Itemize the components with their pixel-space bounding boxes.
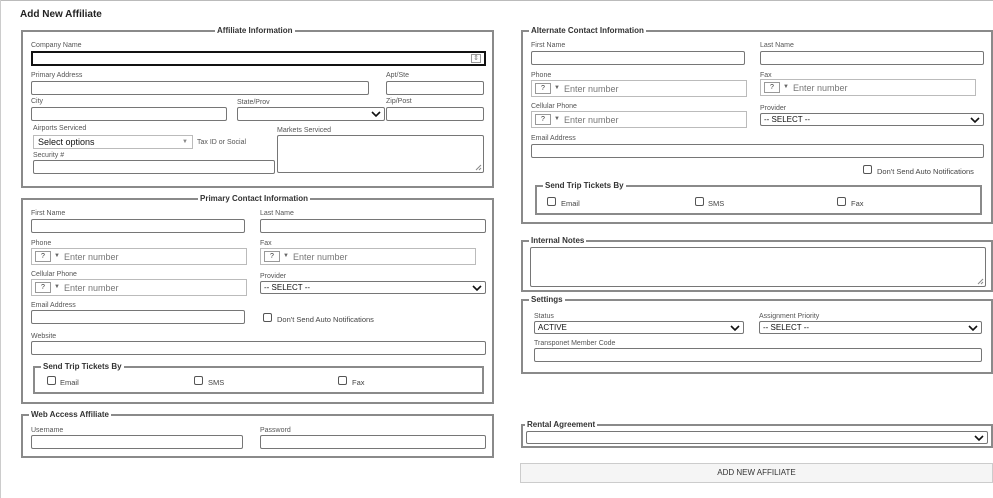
phone-placeholder: Enter number <box>64 252 119 262</box>
alt-provider-value: -- SELECT -- <box>764 115 811 124</box>
website-label: Website <box>31 333 57 340</box>
tax-id-input[interactable] <box>33 160 275 174</box>
username-label: Username <box>31 427 64 434</box>
phone-input[interactable] <box>31 248 247 265</box>
country-flag-icon[interactable]: ? <box>264 251 280 262</box>
caret-down-icon[interactable]: ▼ <box>54 253 60 259</box>
internal-notes-section <box>521 236 993 292</box>
username-input[interactable] <box>31 435 243 449</box>
page-title: Add New Affiliate <box>20 9 102 20</box>
primary-address-label: Primary Address <box>31 72 83 79</box>
alt-trip-email-checkbox[interactable] <box>547 197 556 206</box>
alt-send-trip-tickets-group <box>535 181 982 215</box>
provider-label: Provider <box>260 273 287 280</box>
send-trip-tickets-group <box>33 362 484 394</box>
company-name-label: Company Name <box>31 42 82 49</box>
airports-multiselect[interactable] <box>33 135 193 149</box>
member-code-input[interactable] <box>534 348 982 362</box>
phone-label: Phone <box>31 240 52 247</box>
status-label: Status <box>534 313 554 320</box>
affiliate-info-legend: Affiliate Information <box>217 26 293 35</box>
country-flag-icon[interactable]: ? <box>35 282 51 293</box>
provider-value: -- SELECT -- <box>264 283 311 292</box>
caret-down-icon[interactable]: ▼ <box>554 85 560 91</box>
cell-label: Cellular Phone <box>31 271 77 278</box>
country-flag-icon[interactable]: ? <box>535 83 551 94</box>
zip-input[interactable] <box>386 107 484 121</box>
alt-trip-fax-label: Fax <box>851 199 864 208</box>
alt-provider-label: Provider <box>760 105 787 112</box>
alt-trip-email-label: Email <box>561 199 580 208</box>
trip-email-checkbox[interactable] <box>47 376 56 385</box>
apt-label: Apt/Ste <box>386 72 409 79</box>
state-label: State/Prov <box>237 99 270 106</box>
alt-email-label: Email Address <box>531 135 576 142</box>
alternate-contact-section <box>521 26 993 224</box>
priority-select[interactable] <box>759 321 982 334</box>
internal-notes-textarea[interactable] <box>530 247 986 287</box>
alt-cell-label: Cellular Phone <box>531 103 577 110</box>
web-access-section <box>21 410 494 458</box>
country-flag-icon[interactable]: ? <box>35 251 51 262</box>
last-name-input[interactable] <box>260 219 486 233</box>
alt-fax-input[interactable] <box>760 79 976 96</box>
rental-agreement-legend: Rental Agreement <box>527 420 596 429</box>
tax-id-label-2: Security # <box>33 152 65 159</box>
alt-no-auto-notifications-checkbox[interactable] <box>863 165 872 174</box>
country-flag-icon[interactable]: ? <box>764 82 780 93</box>
country-flag-icon[interactable]: ? <box>535 114 551 125</box>
provider-select[interactable] <box>260 281 486 294</box>
member-code-label: Transponet Member Code <box>534 340 616 347</box>
no-auto-notifications-label: Don't Send Auto Notifications <box>277 315 374 324</box>
settings-section <box>521 295 993 374</box>
airports-label: Airports Serviced <box>33 125 87 132</box>
priority-value: -- SELECT -- <box>763 323 810 332</box>
fax-placeholder: Enter number <box>293 252 348 262</box>
alt-trip-sms-label: SMS <box>708 199 725 208</box>
email-input[interactable] <box>31 310 245 324</box>
state-select[interactable] <box>237 107 385 121</box>
email-label: Email Address <box>31 302 76 309</box>
alt-no-auto-notifications-label: Don't Send Auto Notifications <box>877 167 974 176</box>
primary-contact-section <box>21 194 494 404</box>
rental-agreement-section <box>521 420 993 448</box>
city-label: City <box>31 98 44 105</box>
cell-input[interactable] <box>31 279 247 296</box>
fax-input[interactable] <box>260 248 476 265</box>
caret-down-icon[interactable]: ▼ <box>554 116 560 122</box>
alternate-contact-legend: Alternate Contact Information <box>531 26 644 35</box>
left-divider <box>0 0 1 498</box>
alt-last-name-input[interactable] <box>760 51 984 65</box>
first-name-input[interactable] <box>31 219 245 233</box>
chevron-down-icon <box>730 324 740 332</box>
zip-label: Zip/Post <box>386 98 412 105</box>
chevron-down-icon <box>970 116 980 124</box>
alt-cell-placeholder: Enter number <box>564 115 619 125</box>
trip-sms-label: SMS <box>208 378 225 387</box>
alt-provider-select[interactable] <box>760 113 984 126</box>
first-name-label: First Name <box>31 210 66 217</box>
alt-first-name-input[interactable] <box>531 51 745 65</box>
autofill-icon: ⇕ <box>473 55 479 62</box>
markets-textarea[interactable] <box>277 135 484 173</box>
alt-phone-input[interactable] <box>531 80 747 97</box>
airports-value: Select options <box>38 137 95 147</box>
chevron-down-icon <box>371 110 381 118</box>
caret-down-icon[interactable]: ▼ <box>283 253 289 259</box>
tax-id-label: Tax ID or Social <box>197 139 247 146</box>
resize-grip-icon[interactable] <box>475 164 482 171</box>
priority-label: Assignment Priority <box>759 313 820 320</box>
chevron-down-icon <box>472 284 482 292</box>
primary-contact-legend: Primary Contact Information <box>200 194 309 203</box>
apt-input[interactable] <box>386 81 484 95</box>
alt-trip-fax-checkbox[interactable] <box>837 197 846 206</box>
password-label: Password <box>260 427 291 434</box>
alt-trip-sms-checkbox[interactable] <box>695 197 704 206</box>
affiliate-info-section <box>21 26 494 188</box>
status-value: ACTIVE <box>538 323 567 332</box>
alt-fax-label: Fax <box>760 72 772 79</box>
chevron-down-icon <box>968 324 978 332</box>
status-select[interactable] <box>534 321 744 334</box>
resize-grip-icon[interactable] <box>977 278 984 285</box>
trip-fax-checkbox[interactable] <box>338 376 347 385</box>
caret-down-icon[interactable]: ▼ <box>783 84 789 90</box>
trip-sms-checkbox[interactable] <box>194 376 203 385</box>
city-input[interactable] <box>31 107 227 121</box>
markets-label: Markets Serviced <box>277 127 332 134</box>
primary-address-input[interactable] <box>31 81 369 95</box>
top-divider <box>0 0 993 1</box>
send-trip-legend: Send Trip Tickets By <box>43 362 122 371</box>
trip-fax-label: Fax <box>352 378 365 387</box>
alt-phone-label: Phone <box>531 72 552 79</box>
internal-notes-legend: Internal Notes <box>531 236 585 245</box>
caret-down-icon: ▼ <box>182 139 188 145</box>
add-new-affiliate-button[interactable]: ADD NEW AFFILIATE <box>520 463 993 483</box>
alt-email-input[interactable] <box>531 144 984 158</box>
trip-email-label: Email <box>60 378 79 387</box>
alt-cell-input[interactable] <box>531 111 747 128</box>
alt-last-name-label: Last Name <box>760 42 794 49</box>
cell-placeholder: Enter number <box>64 283 119 293</box>
last-name-label: Last Name <box>260 210 294 217</box>
alt-fax-placeholder: Enter number <box>793 83 848 93</box>
website-input[interactable] <box>31 341 486 355</box>
alt-first-name-label: First Name <box>531 42 566 49</box>
chevron-down-icon <box>974 434 984 442</box>
alt-phone-placeholder: Enter number <box>564 84 619 94</box>
password-input[interactable] <box>260 435 486 449</box>
company-name-input[interactable] <box>31 51 486 66</box>
caret-down-icon[interactable]: ▼ <box>54 284 60 290</box>
web-access-legend: Web Access Affiliate <box>31 410 109 419</box>
rental-agreement-select[interactable] <box>526 431 988 444</box>
fax-label: Fax <box>260 240 272 247</box>
no-auto-notifications-checkbox[interactable] <box>263 313 272 322</box>
alt-send-trip-legend: Send Trip Tickets By <box>545 181 624 190</box>
settings-legend: Settings <box>531 295 563 304</box>
